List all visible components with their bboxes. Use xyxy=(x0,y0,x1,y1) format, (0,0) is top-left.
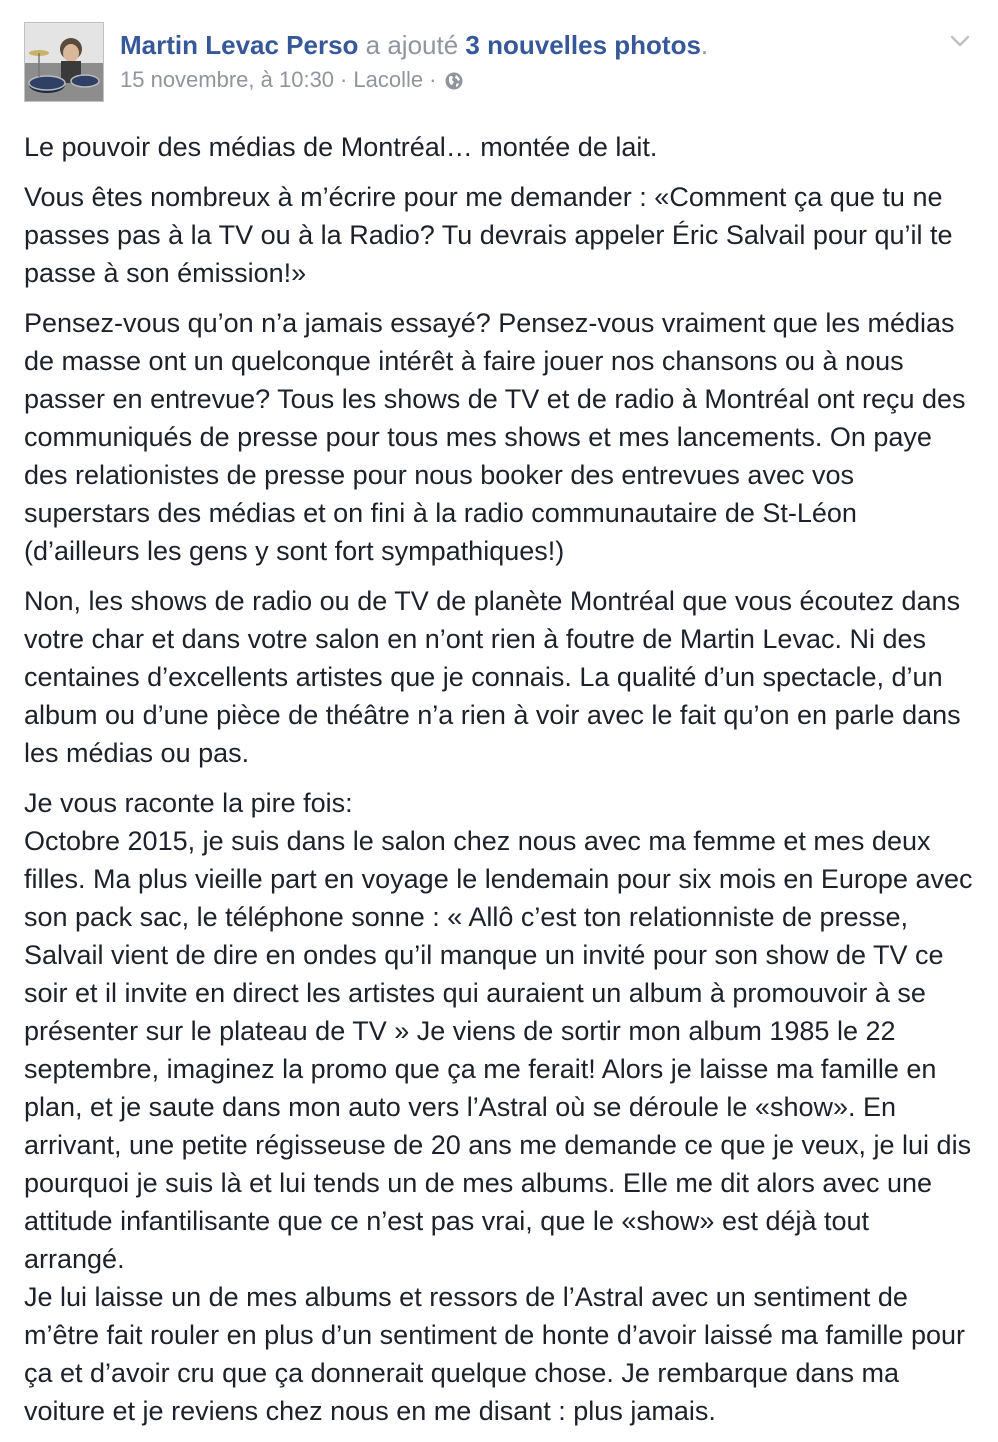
post-meta xyxy=(120,28,708,94)
separator-dot: · xyxy=(429,67,437,92)
author-avatar[interactable] xyxy=(24,22,104,102)
post-paragraph: Pensez-vous qu’on n’a jamais essayé? Pensez-vous vraiment que les médias de masse ont un quelconque intérêt à faire jouer nos chansons ou à nous passer en entrevue? Tous les shows de TV et de radio à Montréal ont reçu des communiqués de presse pour tous mes shows et mes lancements. On paye des relationistes de presse pour nous booker des entrevues avec vos superstars des médias et on fini à la radio communautaire de St-Léon (d’ailleurs les gens y sont fort sympathiques!) xyxy=(24,308,974,566)
post-paragraph: Non, les shows de radio ou de TV de planète Montréal que vous écoutez dans votre char et dans votre salon en n’ont rien à foutre de Martin Levac. Ni des centaines d’excellents artistes que je connais. La qualité d’un spectacle, d’un album ou d’une pièce de théâtre n’a rien à voir avec le fait qu’on en parle dans les médias ou pas. xyxy=(24,586,969,768)
globe-icon[interactable] xyxy=(444,70,464,90)
post-timestamp[interactable]: 15 novembre, à 10:30 xyxy=(120,67,335,92)
post-header xyxy=(24,22,974,104)
avatar-photo xyxy=(25,23,103,101)
post-paragraph: Je vous raconte la pire fois: Octobre 2015, je suis dans le salon chez nous avec ma femme et mes deux filles. Ma plus vieille part en voyage le lendemain pour six mois en Europe avec son pack sac, le téléphone sonne : « Allô c’est ton relationniste de presse, Salvail vient de dire en ondes qu’il manque un invité pour son show de TV ce soir et il invite en direct les artistes qui auraient un album à promouvoir à se présenter sur le plateau de TV » Je viens de sortir mon album 1985 le 22 septembre, imaginez la promo que ça me ferait! Alors je laisse ma famille en plan, et je saute dans mon auto vers l’Astral où se déroule le «show». En arrivant, une petite régisseuse de 20 ans me demande ce que je veux, je lui dis pourquoi je suis là et lui tends un de mes albums. Elle me dit alors avec une attitude infantilisante que ce n’est pas vrai, que le «show» est déjà tout arrangé. Je lui laisse un de mes albums et ressors de l’Astral avec un sentiment de m’être fait rouler en plus d’un sentiment de honte d’avoir laissé ma famille pour ça et d’avoir cru que ça donnerait quelque chose. Je rembarque dans ma voiture et je reviens chez nous en me disant : plus jamais. xyxy=(24,788,973,1426)
post-subline xyxy=(120,66,708,94)
post-location-link[interactable]: Lacolle xyxy=(353,67,424,92)
post-body xyxy=(24,128,974,1442)
action-text: a ajouté xyxy=(358,30,466,60)
separator-dot: · xyxy=(340,67,348,92)
chevron-down-icon[interactable] xyxy=(948,32,972,50)
title-period: . xyxy=(700,30,709,60)
author-name-link[interactable]: Martin Levac Perso xyxy=(120,30,359,60)
photos-link[interactable]: 3 nouvelles photos xyxy=(465,30,701,60)
post-paragraph: Vous êtes nombreux à m’écrire pour me demander : «Comment ça que tu ne passes pas à la TV ou à la Radio? Tu devrais appeler Éric Salvail pour qu’il te passe à son émission!» xyxy=(24,182,961,288)
post-title-line xyxy=(120,28,708,62)
post-paragraph: Le pouvoir des médias de Montréal… montée de lait. xyxy=(24,132,658,162)
